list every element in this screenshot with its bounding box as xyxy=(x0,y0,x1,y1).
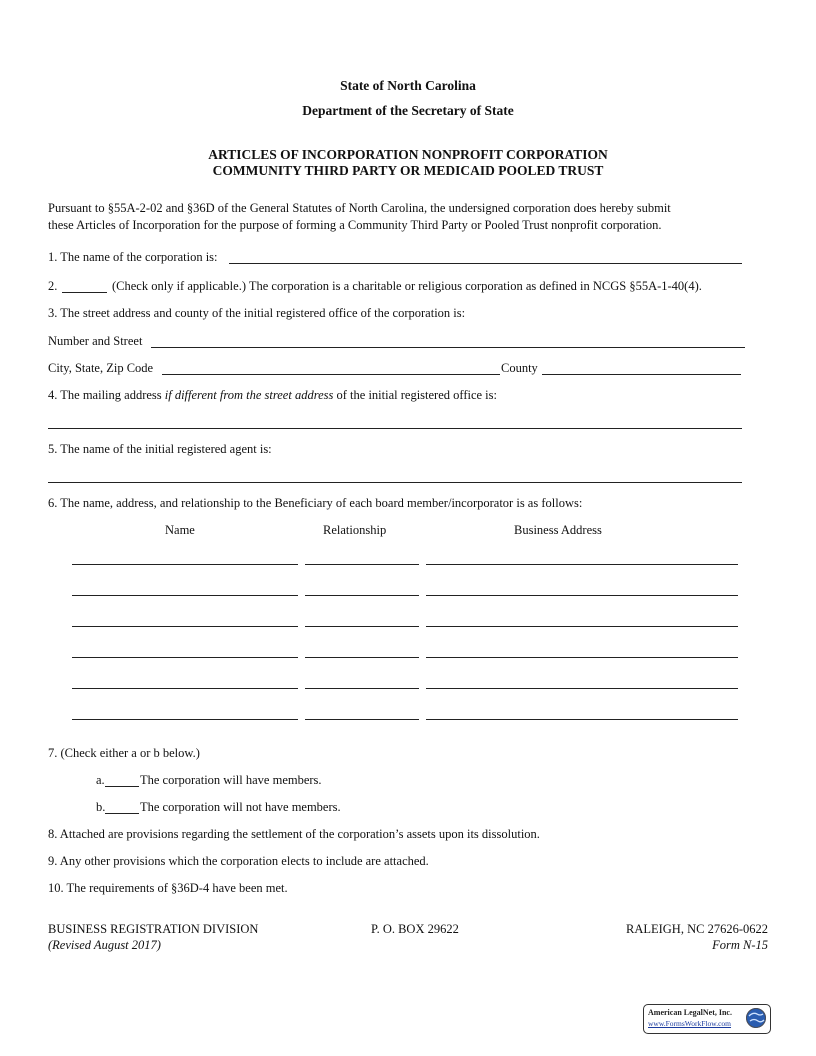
column-header-business-address: Business Address xyxy=(514,523,602,537)
intro-line2: these Articles of Incorporation for the purpose of forming a Community Third Party or Pooled Trust nonprofit corporation. xyxy=(48,218,662,232)
board-member-business-address-field[interactable] xyxy=(426,564,738,565)
item8-label: 8. Attached are provisions regarding the settlement of the corporation’s assets upon its dissolution. xyxy=(48,827,540,841)
logo-url[interactable]: www.FormsWorkFlow.com xyxy=(648,1019,732,1028)
item7a-check-field[interactable] xyxy=(105,786,139,787)
column-header-relationship: Relationship xyxy=(323,523,387,537)
item7b-letter: b. xyxy=(96,800,106,814)
item2-number: 2. xyxy=(48,279,58,293)
board-member-business-address-field[interactable] xyxy=(426,688,738,689)
item7b-text: The corporation will not have members. xyxy=(140,800,341,814)
city-state-zip-label: City, State, Zip Code xyxy=(48,361,154,375)
footer-revised: (Revised August 2017) xyxy=(48,938,161,952)
board-member-business-address-field[interactable] xyxy=(426,719,738,720)
board-member-relationship-field[interactable] xyxy=(305,688,419,689)
globe-icon xyxy=(745,1007,767,1029)
city-state-zip-field[interactable] xyxy=(162,374,500,375)
board-member-business-address-field[interactable] xyxy=(426,657,738,658)
county-label: County xyxy=(501,361,538,375)
item2-text: (Check only if applicable.) The corporation is a charitable or religious corporation as defined in NCGS §55A-1-40(4). xyxy=(112,279,702,293)
intro-line1: Pursuant to §55A-2-02 and §36D of the General Statutes of North Carolina, the undersigned corporation does hereby submit xyxy=(48,201,671,215)
logo-company: American LegalNet, Inc. xyxy=(648,1008,732,1017)
board-member-name-field[interactable] xyxy=(72,626,298,627)
item7a-text: The corporation will have members. xyxy=(140,773,322,787)
number-street-field[interactable] xyxy=(151,347,745,348)
board-member-business-address-field[interactable] xyxy=(426,595,738,596)
item9-label: 9. Any other provisions which the corporation elects to include are attached. xyxy=(48,854,429,868)
board-member-name-field[interactable] xyxy=(72,564,298,565)
american-legalnet-logo[interactable] xyxy=(643,1004,771,1034)
footer-city: RALEIGH, NC 27626-0622 xyxy=(625,922,768,936)
board-member-relationship-field[interactable] xyxy=(305,564,419,565)
board-member-relationship-field[interactable] xyxy=(305,719,419,720)
form-title-line2: COMMUNITY THIRD PARTY OR MEDICAID POOLED TRUST xyxy=(212,163,604,178)
board-member-name-field[interactable] xyxy=(72,595,298,596)
item5-label: 5. The name of the initial registered agent is: xyxy=(48,442,272,456)
column-header-name: Name xyxy=(165,523,195,537)
board-member-name-field[interactable] xyxy=(72,657,298,658)
item10-label: 10. The requirements of §36D-4 have been met. xyxy=(48,881,288,895)
department-heading: Department of the Secretary of State xyxy=(302,103,514,118)
item1-label: 1. The name of the corporation is: xyxy=(48,250,218,264)
item6-label: 6. The name, address, and relationship to the Beneficiary of each board member/incorporator is as follows: xyxy=(48,496,583,510)
number-street-label: Number and Street xyxy=(48,334,143,348)
board-member-relationship-field[interactable] xyxy=(305,595,419,596)
corporation-name-field[interactable] xyxy=(229,263,742,264)
item7b-check-field[interactable] xyxy=(105,813,139,814)
footer-form-number: Form N-15 xyxy=(712,938,768,952)
item7-label: 7. (Check either a or b below.) xyxy=(48,746,200,760)
footer-po-box: P. O. BOX 29622 xyxy=(371,922,459,936)
board-member-relationship-field[interactable] xyxy=(305,626,419,627)
charitable-check-field[interactable] xyxy=(62,292,107,293)
board-member-name-field[interactable] xyxy=(72,688,298,689)
board-member-relationship-field[interactable] xyxy=(305,657,419,658)
board-member-business-address-field[interactable] xyxy=(426,626,738,627)
mailing-address-field[interactable] xyxy=(48,428,742,429)
county-field[interactable] xyxy=(542,374,741,375)
item7a-letter: a. xyxy=(96,773,105,787)
state-heading: State of North Carolina xyxy=(340,78,476,93)
board-member-name-field[interactable] xyxy=(72,719,298,720)
form-title-line1: ARTICLES OF INCORPORATION NONPROFIT CORPORATION xyxy=(208,147,608,162)
registered-agent-field[interactable] xyxy=(48,482,742,483)
item3-label: 3. The street address and county of the initial registered office of the corporation is: xyxy=(48,306,466,320)
footer-division: BUSINESS REGISTRATION DIVISION xyxy=(48,922,259,936)
item4-label: 4. The mailing address if different from the street address of the initial registered office is: xyxy=(48,388,497,402)
